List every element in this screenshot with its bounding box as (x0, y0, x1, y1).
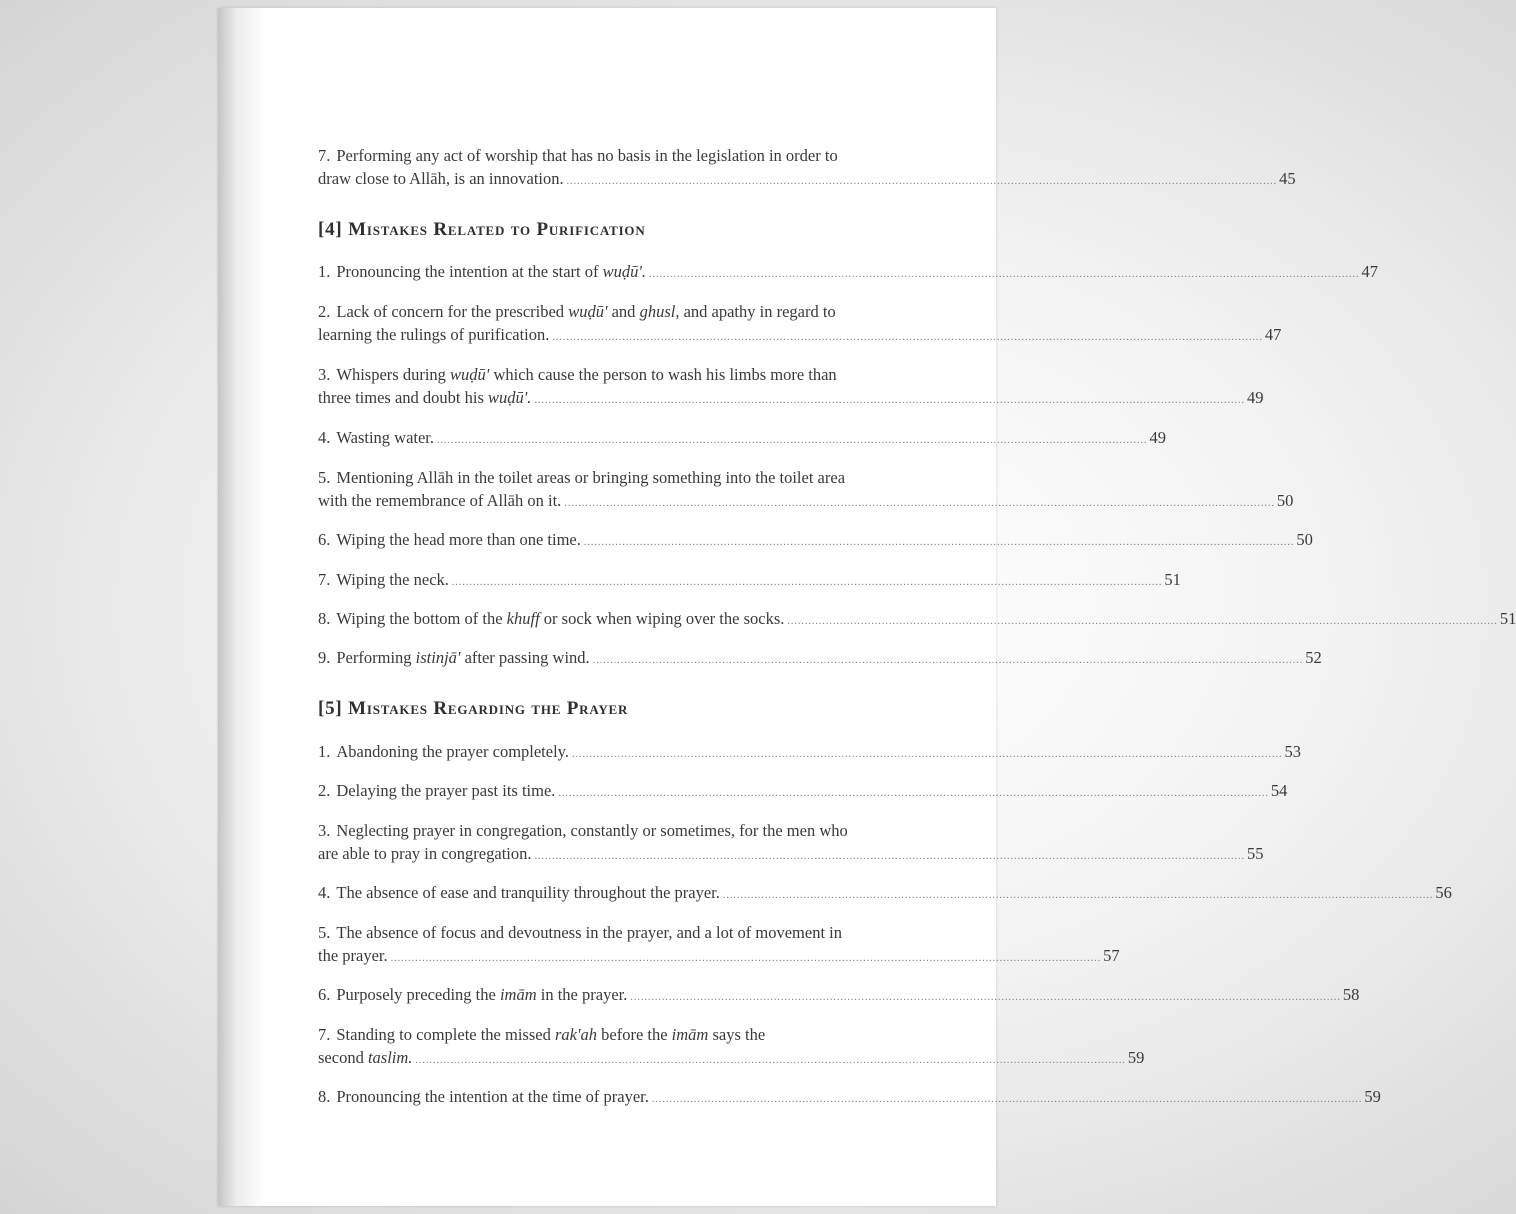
entry-number: 4. (318, 428, 331, 447)
entry-number: 3. (318, 365, 331, 384)
toc-entry (318, 568, 1181, 594)
section-heading: [5] Mistakes Regarding the Prayer (318, 698, 629, 719)
entry-number: 4. (318, 883, 331, 902)
page-number: 53 (1284, 742, 1301, 761)
dot-leader: ........................................................................................................................................................................................................... (592, 655, 1304, 666)
entry-title-mid: before the (597, 1025, 672, 1044)
dot-leader: ........................................................................................................................................................................................................... (534, 395, 1245, 406)
book-page (218, 8, 1516, 1206)
entry-title-cont: second (318, 1048, 368, 1067)
entry-title: Wiping the head more than one time. (336, 530, 581, 549)
dot-leader: ........................................................................................................................................................................................................... (649, 269, 1360, 280)
toc-entry (318, 607, 1516, 633)
page-number: 59 (1364, 1087, 1381, 1106)
entry-title: Performing any act of worship that has no basis in the legislation in order to (336, 146, 838, 165)
toc-entry (318, 300, 1282, 349)
page-number: 49 (1149, 428, 1167, 447)
entry-title-post: or sock when wiping over the socks. (539, 609, 785, 628)
page-number: 54 (1270, 781, 1288, 800)
dot-leader: ........................................................................................................................................................................................................... (390, 953, 1102, 964)
entry-title-term: istinjā' (415, 648, 461, 667)
dot-leader: ........................................................................................................................................................................................................... (564, 498, 1275, 509)
toc-entry (318, 646, 1322, 672)
entry-number: 1. (318, 742, 331, 761)
entry-title: Purposely preceding the (336, 985, 500, 1004)
toc-entry (318, 528, 1313, 554)
entry-title-term: rak'ah (554, 1025, 597, 1044)
page-number: 47 (1361, 262, 1379, 281)
toc-entry (318, 881, 1452, 907)
entry-title-mid: and (607, 302, 640, 321)
entry-number: 5. (318, 468, 331, 487)
entry-title-post: and apathy in regard to (679, 302, 836, 321)
entry-title-post: says the (708, 1025, 766, 1044)
entry-title: The absence of ease and tranquility throughout the prayer. (336, 883, 720, 902)
entry-number: 2. (318, 302, 331, 321)
toc-entry (318, 1023, 1145, 1072)
entry-number: 8. (318, 609, 331, 628)
page-number: 57 (1103, 946, 1120, 965)
dot-leader: ........................................................................................................................................................................................................... (552, 332, 1263, 343)
dot-leader: ........................................................................................................................................................................................................... (571, 749, 1283, 760)
entry-number: 7. (318, 570, 331, 589)
toc-entry (318, 426, 1167, 452)
page-number: 50 (1296, 530, 1313, 549)
dot-leader: ........................................................................................................................................................................................................... (451, 577, 1163, 588)
entry-title-term: imām (499, 985, 537, 1004)
entry-title: Abandoning the prayer completely. (336, 742, 569, 761)
entry-title-term: wuḍū'. (488, 388, 532, 407)
page-number: 49 (1246, 388, 1264, 407)
page-number: 59 (1127, 1048, 1145, 1067)
entry-number: 8. (318, 1087, 331, 1106)
entry-number: 7. (318, 146, 331, 165)
toc-entry (318, 983, 1360, 1009)
toc-entry (318, 921, 1120, 970)
entry-title: Neglecting prayer in congregation, constantly or sometimes, for the men who (336, 821, 848, 840)
entry-number: 7. (318, 1025, 331, 1044)
entry-number: 3. (318, 821, 331, 840)
page-number: 52 (1305, 648, 1322, 667)
toc-entry (318, 466, 1294, 515)
entry-title: Wiping the neck. (336, 570, 449, 589)
entry-title-cont: draw close to Allāh, is an innovation. (318, 169, 564, 188)
toc-entry (318, 363, 1264, 412)
entry-title: Whispers during (336, 365, 451, 384)
entry-title-cont: learning the rulings of purification. (318, 325, 550, 344)
dot-leader: ........................................................................................................................................................................................................... (437, 435, 1148, 446)
entry-title-term: imām (671, 1025, 709, 1044)
toc-entry (318, 260, 1379, 286)
toc-entry (318, 1085, 1381, 1111)
entry-number: 6. (318, 530, 331, 549)
entry-title-term: wuḍū' (568, 302, 608, 321)
entry-title: Performing (336, 648, 416, 667)
dot-leader: ........................................................................................................................................................................................................... (566, 176, 1278, 187)
entry-number: 1. (318, 262, 331, 281)
page-number: 47 (1264, 325, 1282, 344)
dot-leader: ........................................................................................................................................................................................................... (534, 851, 1245, 862)
entry-title-post: in the prayer. (536, 985, 628, 1004)
entry-title: Pronouncing the intention at the time of prayer. (336, 1087, 649, 1106)
entry-title: The absence of focus and devoutness in the prayer, and a lot of movement in (336, 923, 843, 942)
dot-leader: ........................................................................................................................................................................................................... (787, 616, 1498, 627)
entry-number: 5. (318, 923, 331, 942)
page-number: 45 (1279, 169, 1296, 188)
section-heading: [4] Mistakes Related to Purification (318, 219, 646, 240)
entry-title-term: taslim. (367, 1048, 413, 1067)
dot-leader: ........................................................................................................................................................................................................... (558, 788, 1269, 799)
dot-leader: ........................................................................................................................................................................................................... (415, 1055, 1126, 1066)
dot-leader: ........................................................................................................................................................................................................... (630, 992, 1341, 1003)
entry-title-cont: three times and doubt his (318, 388, 489, 407)
entry-title-cont: are able to pray in congregation. (318, 844, 532, 863)
dot-leader: ........................................................................................................................................................................................................... (583, 537, 1295, 548)
entry-title-term: wuḍū' (450, 365, 490, 384)
page-number: 55 (1247, 844, 1264, 863)
entry-number: 9. (318, 648, 331, 667)
entry-title: Wasting water. (336, 428, 435, 447)
page-number: 56 (1435, 883, 1452, 902)
page-number: 51 (1499, 609, 1516, 628)
page-number: 51 (1164, 570, 1181, 589)
entry-title-term: wuḍū'. (602, 262, 647, 281)
entry-title: Delaying the prayer past its time. (336, 781, 556, 800)
entry-title-cont: with the remembrance of Allāh on it. (318, 491, 562, 510)
entry-title-term: khuff (506, 609, 540, 628)
entry-number: 2. (318, 781, 331, 800)
entry-title-term: ghusl, (639, 302, 680, 321)
dot-leader: ........................................................................................................................................................................................................... (651, 1094, 1363, 1105)
entry-title-post: after passing wind. (460, 648, 590, 667)
dot-leader: ........................................................................................................................................................................................................... (722, 890, 1434, 901)
entry-title-post: which cause the person to wash his limbs more than (489, 365, 837, 384)
entry-title: Lack of concern for the prescribed (336, 302, 569, 321)
toc-entry (318, 144, 1296, 193)
page-number: 50 (1276, 491, 1294, 510)
entry-title: Wiping the bottom of the (336, 609, 507, 628)
entry-title: Standing to complete the missed (336, 1025, 555, 1044)
entry-number: 6. (318, 985, 331, 1004)
toc-entry (318, 779, 1288, 805)
entry-title: Mentioning Allāh in the toilet areas or bringing something into the toilet area (336, 468, 846, 487)
toc-entry (318, 819, 1264, 868)
entry-title-cont: the prayer. (318, 946, 388, 965)
toc-entry (318, 740, 1301, 766)
entry-title: Pronouncing the intention at the start of (336, 262, 603, 281)
page-number: 58 (1342, 985, 1360, 1004)
